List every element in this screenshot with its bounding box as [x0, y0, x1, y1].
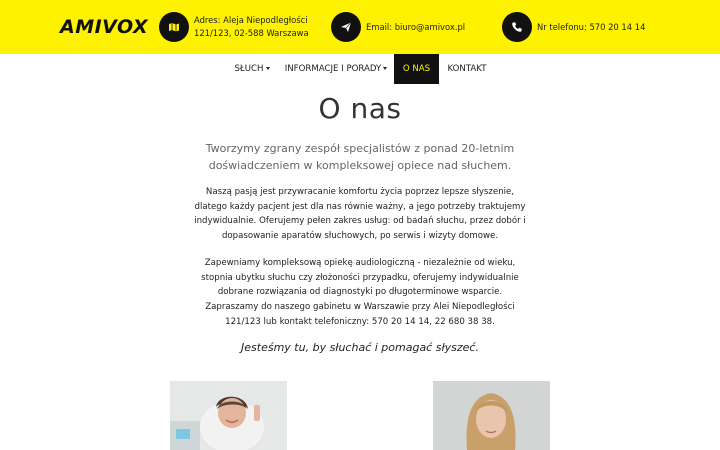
phone-icon: [502, 12, 532, 42]
team-photo-2: [433, 381, 550, 450]
phone-text[interactable]: Nr telefonu: 570 20 14 14: [537, 21, 646, 32]
caret-down-icon: [383, 67, 387, 70]
address-line-2: 121/123, 02-588 Warszawa: [194, 28, 309, 38]
caret-down-icon: [266, 67, 270, 70]
contact-phone[interactable]: [502, 10, 645, 44]
lead-text: Tworzymy zgrany zespół specjalistów z ponad 20-letnim doświadczeniem w kompleksowej opiece nad słuchem.: [205, 142, 515, 172]
nav-item-o-nas[interactable]: O NAS: [394, 54, 439, 84]
nav-item-informacje[interactable]: [282, 54, 390, 84]
page-title: O nas: [318, 92, 402, 125]
email-text[interactable]: Email: biuro@amivox.pl: [366, 21, 466, 32]
nav-item-sluch[interactable]: [229, 54, 275, 84]
top-bar: [0, 0, 720, 54]
nav-item-kontakt[interactable]: KONTAKT: [447, 64, 487, 74]
logo[interactable]: AMIVOX: [60, 16, 149, 38]
paper-plane-icon: [331, 12, 361, 42]
main-nav: [0, 54, 720, 84]
map-icon: [159, 12, 189, 42]
paragraph-2: Zapewniamy kompleksową opiekę audiologiczną - niezależnie od wieku, stopnia ubytku słuchu czy złożoności przypadku, oferujemy indywidualnie dobrane rozwiązania od diagnostyki po długoterminowe wsparcie. Zapraszamy do naszego gabinetu w Warszawie przy Alei Niepodległości 121/123 lub kontakt telefoniczny: 570 20 14 14, 22 680 38 38.: [201, 258, 519, 327]
motto: Jesteśmy tu, by słuchać i pomagać słyszeć.: [241, 341, 479, 354]
nav-label: SŁUCH: [234, 64, 264, 74]
contact-address: [159, 10, 309, 44]
address-line-1: Adres: Aleja Niepodległości: [194, 15, 308, 25]
team-photo-1: [170, 381, 287, 450]
paragraph-1: Naszą pasją jest przywracanie komfortu życia poprzez lepsze słyszenie, dlatego każdy pacjent jest dla nas równie ważny, a jego potrzeby traktujemy indywidualnie. Oferujemy pełen zakres usług: od badań słuchu, przez dobór i dopasowanie aparatów słuchowych, po serwis i wizyty domowe.: [194, 187, 526, 242]
contact-email[interactable]: [331, 10, 465, 44]
nav-label: INFORMACJE I PORADY: [284, 64, 382, 74]
